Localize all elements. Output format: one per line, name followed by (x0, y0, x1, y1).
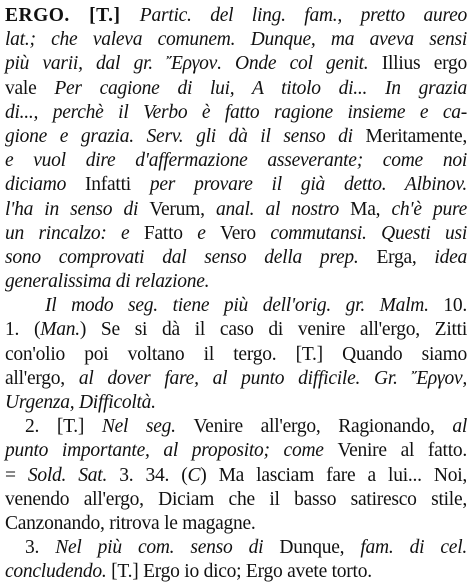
line-24-text-a: concludendo. (5, 561, 112, 583)
line-23-text-d: fam. di cel. (360, 537, 467, 559)
entry-line-18 (5, 415, 467, 439)
line-20-text-c: 3. 34. ( (119, 464, 188, 486)
line-14-text-a: 1. ( (5, 319, 41, 341)
entry-line-16 (5, 367, 467, 391)
line-19-text-b: Venire al fatto. (337, 440, 467, 462)
line-8-text-a: diciamo (5, 174, 86, 196)
entry-line-12 (5, 270, 467, 294)
line-11-text-c: idea (434, 246, 467, 268)
line-20-text-a: = (5, 464, 28, 486)
entry-line-8 (5, 173, 467, 197)
entry-line-10 (5, 222, 467, 246)
line-20-text-b: Sold. Sat. (27, 464, 120, 486)
line-4-text-b: Per cagione di lui, A titolo di... In grazia (54, 77, 467, 99)
line-11-text-a: sono comprovati dal senso della prep. (5, 246, 377, 268)
dictionary-entry-ergo (5, 4, 467, 585)
line-13-text-b: 10. (443, 295, 467, 317)
line-6-text-b: Meritamente, (365, 125, 467, 147)
entry-line-21 (5, 488, 467, 512)
line-12-text: generalissima di relazione. (5, 271, 210, 293)
line-18-text-a: 2. [T.] (25, 416, 102, 438)
line-9-text-d: Ma, (350, 198, 392, 220)
headword: ERGO. [T.] (5, 5, 140, 26)
line-18-text-b: Nel seg. (101, 416, 194, 438)
line-1-text: Partic. del ling. fam., pretto aureo (139, 5, 467, 26)
line-18-text-c: Venire all'ergo, Ragionando, (193, 416, 453, 438)
line-19-text-a: punto importante, al proposito; come (5, 440, 338, 462)
line-23-text-a: 3. (25, 537, 56, 559)
entry-line-2 (5, 28, 467, 52)
line-11-text-b: Erga, (376, 246, 435, 268)
entry-line-19 (5, 439, 467, 463)
line-8-text-c: per provare il già detto. Albinov. (149, 174, 467, 196)
line-21-text: venendo all'ergo, Diciam che il basso satiresco stile, (5, 488, 467, 510)
line-8-text-b: Infatti (85, 174, 150, 196)
line-16-text-b: al dover fare, al punto difficile. Gr. Ἔργον, (78, 367, 467, 389)
entry-line-15 (5, 343, 467, 367)
line-10-text-b: Fatto (143, 222, 198, 244)
line-18-text-d: al (452, 416, 468, 438)
entry-line-4 (5, 77, 467, 101)
entry-line-13 (5, 294, 467, 318)
line-24-text-b: [T.] Ergo io dico; Ergo avete torto. (111, 561, 372, 583)
line-6-text-a: gione e grazia. Serv. gli dà il senso di (5, 125, 366, 147)
line-20-text-d: C (187, 464, 201, 486)
line-3-text-a: più varii, dal gr. Ἔργον. Onde col genit. (5, 53, 382, 75)
entry-line-7 (5, 149, 467, 173)
line-17-text: Urgenza, Difficoltà. (5, 392, 156, 413)
line-10-text-e: commutansi. Questi usi (270, 222, 467, 244)
line-7-text: e vuol dire d'affermazione asseverante; come noi (5, 150, 467, 172)
entry-line-20 (5, 464, 467, 488)
entry-line-14 (5, 318, 467, 342)
line-9-text-c: anal. al nostro (215, 198, 351, 220)
line-4-text-a: vale (5, 77, 55, 99)
line-14-text-c: ) Se si dà il caso di venire all'ergo, Zitti (79, 319, 467, 341)
entry-line-22 (5, 512, 467, 536)
entry-line-5 (5, 101, 467, 125)
line-16-text-a: all'ergo, (5, 367, 79, 389)
line-13-text-a: Il modo seg. tiene più dell'orig. gr. Malm. (45, 295, 444, 317)
line-15-text: con'olio poi voltano il tergo. [T.] Quando siamo (5, 343, 467, 365)
entry-line-3 (5, 52, 467, 76)
line-9-text-a: l'ha in senso di (5, 198, 150, 220)
entry-line-17 (5, 391, 467, 415)
line-10-text-d: Vero (220, 222, 271, 244)
line-22-text: Canzonando, ritrova le magagne. (5, 512, 256, 534)
line-10-text-c: e (197, 222, 221, 244)
line-5-text: di..., perchè il Verbo è fatto ragione insieme e ca- (5, 101, 467, 123)
line-9-text-b: Verum, (149, 198, 216, 220)
entry-line-9 (5, 198, 467, 222)
line-14-text-b: Man. (40, 319, 80, 341)
entry-line-23 (5, 536, 467, 560)
entry-line-24 (5, 560, 467, 584)
line-3-text-b: Illius ergo (381, 53, 467, 75)
entry-line-11 (5, 246, 467, 270)
line-10-text-a: un rincalzo: e (5, 222, 144, 244)
line-2-text: lat.; che valeva comunem. Dunque, ma aveva sensi (5, 29, 467, 51)
entry-line-6 (5, 125, 467, 149)
line-23-text-c: Dunque, (279, 537, 361, 559)
line-9-text-e: ch'è pure (391, 198, 467, 220)
line-20-text-e: ) Ma lasciam fare a lui... Noi, (200, 464, 467, 486)
entry-line-1 (5, 4, 467, 28)
line-23-text-b: Nel più com. senso di (55, 537, 280, 559)
